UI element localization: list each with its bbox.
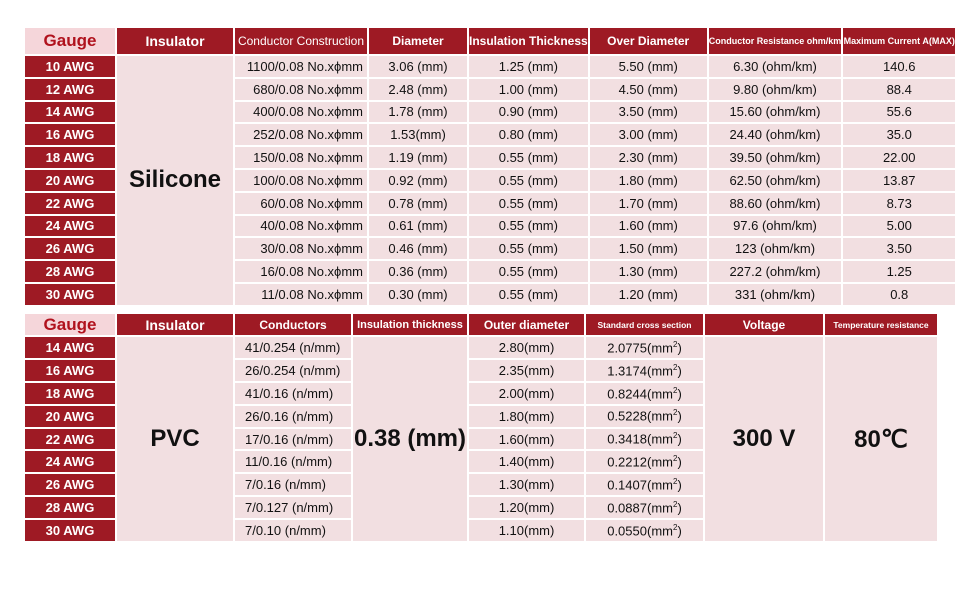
cross-section-unit: (mm xyxy=(646,500,673,516)
cross-section-value: 2.0775 xyxy=(607,340,647,356)
conductor-construction-cell: 16/0.08 No.xϕmm xyxy=(235,261,367,282)
header-diameter: Diameter xyxy=(369,28,467,54)
cross-section-unit: (mm xyxy=(646,340,673,356)
conductor-resistance-cell: 97.6 (ohm/km) xyxy=(709,216,842,237)
conductor-resistance-cell: 24.40 (ohm/km) xyxy=(709,124,842,145)
cross-section-cell xyxy=(586,383,703,404)
outer-diameter-cell: 1.80(mm) xyxy=(469,406,584,427)
pvc-header-row xyxy=(25,314,937,335)
cross-section-value: 0.8244 xyxy=(607,385,647,401)
over-diameter-cell: 1.20 (mm) xyxy=(590,284,707,305)
gauge-cell: 26 AWG xyxy=(25,238,115,259)
diameter-cell: 0.92 (mm) xyxy=(369,170,467,191)
cross-section-unit: (mm xyxy=(646,477,673,493)
gauge-cell: 30 AWG xyxy=(25,284,115,305)
header-voltage: Voltage xyxy=(705,314,823,335)
conductor-resistance-cell: 9.80 (ohm/km) xyxy=(709,79,842,100)
cross-section-exponent: 2 xyxy=(672,477,678,487)
gauge-cell: 14 AWG xyxy=(25,102,115,123)
cross-section-value: 0.1407 xyxy=(607,477,647,493)
insulator-silicone: Silicone xyxy=(117,56,233,305)
conductor-resistance-cell: 227.2 (ohm/km) xyxy=(709,261,842,282)
gauge-cell: 28 AWG xyxy=(25,497,115,518)
maximum-current-cell: 3.50 xyxy=(843,238,955,259)
conductor-resistance-cell: 39.50 (ohm/km) xyxy=(709,147,842,168)
conductor-construction-cell: 1100/0.08 No.xϕmm xyxy=(235,56,367,77)
cross-section-exponent: 2 xyxy=(672,339,678,349)
cross-section-cell xyxy=(586,360,703,381)
cross-section-cell xyxy=(586,429,703,450)
cross-section-cell xyxy=(586,497,703,518)
cross-section-value: 0.0887 xyxy=(607,500,647,516)
header-conductors: Conductors xyxy=(235,314,351,335)
gauge-cell: 10 AWG xyxy=(25,56,115,77)
conductors-cell: 7/0.16 (n/mm) xyxy=(235,474,351,495)
over-diameter-cell: 1.80 (mm) xyxy=(590,170,707,191)
outer-diameter-cell: 2.80(mm) xyxy=(469,337,584,358)
gauge-cell: 14 AWG xyxy=(25,337,115,358)
header-conductor-resistance: Conductor Resistance ohm/km xyxy=(709,28,842,54)
conductor-construction-cell: 252/0.08 No.xϕmm xyxy=(235,124,367,145)
header-insulation-thickness: Insulation thickness xyxy=(353,314,467,335)
outer-diameter-cell: 1.20(mm) xyxy=(469,497,584,518)
outer-diameter-cell: 1.60(mm) xyxy=(469,429,584,450)
diameter-cell: 0.36 (mm) xyxy=(369,261,467,282)
insulation-thickness-cell: 0.55 (mm) xyxy=(469,170,588,191)
cross-section-close: ) xyxy=(677,385,682,401)
header-insulator: Insulator xyxy=(117,314,233,335)
cross-section-cell xyxy=(586,406,703,427)
over-diameter-cell: 1.30 (mm) xyxy=(590,261,707,282)
cross-section-exponent: 2 xyxy=(672,408,678,418)
header-insulator: Insulator xyxy=(117,28,233,54)
header-outer-diameter: Outer diameter xyxy=(469,314,584,335)
cross-section-unit: (mm xyxy=(646,385,673,401)
cross-section-unit: (mm xyxy=(646,363,673,378)
maximum-current-cell: 5.00 xyxy=(843,216,955,237)
diameter-cell: 1.78 (mm) xyxy=(369,102,467,123)
conductors-cell: 11/0.16 (n/mm) xyxy=(235,451,351,472)
maximum-current-cell: 8.73 xyxy=(843,193,955,214)
over-diameter-cell: 1.50 (mm) xyxy=(590,238,707,259)
cross-section-value: 0.3418 xyxy=(607,431,647,447)
conductor-construction-cell: 100/0.08 No.xϕmm xyxy=(235,170,367,191)
conductor-resistance-cell: 62.50 (ohm/km) xyxy=(709,170,842,191)
temperature-value: 80℃ xyxy=(825,337,937,541)
conductors-cell: 41/0.16 (n/mm) xyxy=(235,383,351,404)
outer-diameter-cell: 1.30(mm) xyxy=(469,474,584,495)
pvc-spec-table xyxy=(23,312,939,543)
cross-section-unit: (mm xyxy=(646,454,673,470)
cross-section-unit: (mm xyxy=(646,431,673,447)
gauge-cell: 24 AWG xyxy=(25,216,115,237)
insulation-thickness-cell: 0.55 (mm) xyxy=(469,284,588,305)
cross-section-close: ) xyxy=(677,523,682,539)
cross-section-unit: (mm xyxy=(646,523,673,539)
maximum-current-cell: 13.87 xyxy=(843,170,955,191)
conductors-cell: 7/0.10 (n/mm) xyxy=(235,520,351,541)
insulation-thickness-cell: 0.55 (mm) xyxy=(469,238,588,259)
header-insulation-thickness: Insulation Thickness xyxy=(469,28,588,54)
cross-section-value: 0.2212 xyxy=(607,454,647,470)
conductor-resistance-cell: 123 (ohm/km) xyxy=(709,238,842,259)
conductors-cell: 26/0.16 (n/mm) xyxy=(235,406,351,427)
diameter-cell: 0.78 (mm) xyxy=(369,193,467,214)
conductor-resistance-cell: 15.60 (ohm/km) xyxy=(709,102,842,123)
insulation-thickness-cell: 1.00 (mm) xyxy=(469,79,588,100)
header-standard-cross-section: Standard cross section xyxy=(586,314,703,335)
over-diameter-cell: 3.00 (mm) xyxy=(590,124,707,145)
over-diameter-cell: 1.60 (mm) xyxy=(590,216,707,237)
header-over-diameter: Over Diameter xyxy=(590,28,707,54)
conductor-resistance-cell: 331 (ohm/km) xyxy=(709,284,842,305)
gauge-cell: 18 AWG xyxy=(25,383,115,404)
conductor-resistance-cell: 88.60 (ohm/km) xyxy=(709,193,842,214)
gauge-cell: 28 AWG xyxy=(25,261,115,282)
header-gauge: Gauge xyxy=(25,28,115,54)
conductor-construction-cell: 680/0.08 No.xϕmm xyxy=(235,79,367,100)
cross-section-close: ) xyxy=(677,340,682,356)
voltage-value: 300 V xyxy=(705,337,823,541)
cross-section-exponent: 2 xyxy=(672,385,678,395)
cross-section-value: 0.0550 xyxy=(607,523,647,539)
conductor-construction-cell: 11/0.08 No.xϕmm xyxy=(235,284,367,305)
diameter-cell: 0.61 (mm) xyxy=(369,216,467,237)
gauge-cell: 22 AWG xyxy=(25,429,115,450)
diameter-cell: 2.48 (mm) xyxy=(369,79,467,100)
outer-diameter-cell: 1.40(mm) xyxy=(469,451,584,472)
insulation-thickness-cell: 0.80 (mm) xyxy=(469,124,588,145)
conductor-construction-cell: 150/0.08 No.xϕmm xyxy=(235,147,367,168)
maximum-current-cell: 35.0 xyxy=(843,124,955,145)
header-maximum-current: Maximum Current A(MAX) xyxy=(843,28,955,54)
cross-section-close: ) xyxy=(677,500,682,516)
cross-section-close: ) xyxy=(677,363,682,378)
cross-section-exponent: 2 xyxy=(672,431,678,441)
outer-diameter-cell: 2.35(mm) xyxy=(469,360,584,381)
silicone-header-row xyxy=(25,28,955,54)
cross-section-cell xyxy=(586,520,703,541)
insulation-thickness-cell: 0.55 (mm) xyxy=(469,216,588,237)
cross-section-unit: (mm xyxy=(646,408,673,424)
cross-section-close: ) xyxy=(677,431,682,447)
conductor-construction-cell: 30/0.08 No.xϕmm xyxy=(235,238,367,259)
insulation-thickness-cell: 0.90 (mm) xyxy=(469,102,588,123)
conductors-cell: 26/0.254 (n/mm) xyxy=(235,360,351,381)
maximum-current-cell: 140.6 xyxy=(843,56,955,77)
insulation-thickness-cell: 0.55 (mm) xyxy=(469,193,588,214)
cross-section-exponent: 2 xyxy=(672,362,678,372)
over-diameter-cell: 3.50 (mm) xyxy=(590,102,707,123)
gauge-cell: 30 AWG xyxy=(25,520,115,541)
cross-section-exponent: 2 xyxy=(672,500,678,510)
table-row xyxy=(25,56,955,77)
gauge-cell: 24 AWG xyxy=(25,451,115,472)
diameter-cell: 1.53(mm) xyxy=(369,124,467,145)
insulation-thickness-cell: 1.25 (mm) xyxy=(469,56,588,77)
cross-section-exponent: 2 xyxy=(672,454,678,464)
diameter-cell: 0.30 (mm) xyxy=(369,284,467,305)
header-gauge: Gauge xyxy=(25,314,115,335)
over-diameter-cell: 5.50 (mm) xyxy=(590,56,707,77)
cross-section-cell xyxy=(586,474,703,495)
cross-section-value: 1.3174 xyxy=(607,363,647,378)
gauge-cell: 16 AWG xyxy=(25,124,115,145)
conductor-construction-cell: 400/0.08 No.xϕmm xyxy=(235,102,367,123)
cross-section-exponent: 2 xyxy=(672,522,678,532)
over-diameter-cell: 1.70 (mm) xyxy=(590,193,707,214)
cross-section-cell xyxy=(586,337,703,358)
cross-section-close: ) xyxy=(677,454,682,470)
diameter-cell: 0.46 (mm) xyxy=(369,238,467,259)
cross-section-close: ) xyxy=(677,477,682,493)
gauge-cell: 12 AWG xyxy=(25,79,115,100)
silicone-spec-table xyxy=(23,26,957,307)
over-diameter-cell: 2.30 (mm) xyxy=(590,147,707,168)
cross-section-close: ) xyxy=(677,408,682,424)
insulation-thickness-cell: 0.55 (mm) xyxy=(469,147,588,168)
maximum-current-cell: 55.6 xyxy=(843,102,955,123)
conductors-cell: 17/0.16 (n/mm) xyxy=(235,429,351,450)
cross-section-value: 0.5228 xyxy=(607,408,647,424)
header-temperature-resistance: Temperature resistance xyxy=(825,314,937,335)
over-diameter-cell: 4.50 (mm) xyxy=(590,79,707,100)
diameter-cell: 1.19 (mm) xyxy=(369,147,467,168)
conductors-cell: 7/0.127 (n/mm) xyxy=(235,497,351,518)
insulation-thickness-value: 0.38 (mm) xyxy=(353,337,467,541)
maximum-current-cell: 0.8 xyxy=(843,284,955,305)
gauge-cell: 20 AWG xyxy=(25,170,115,191)
insulation-thickness-cell: 0.55 (mm) xyxy=(469,261,588,282)
conductors-cell: 41/0.254 (n/mm) xyxy=(235,337,351,358)
gauge-cell: 26 AWG xyxy=(25,474,115,495)
insulator-pvc: PVC xyxy=(117,337,233,541)
conductor-construction-cell: 40/0.08 No.xϕmm xyxy=(235,216,367,237)
gauge-cell: 18 AWG xyxy=(25,147,115,168)
maximum-current-cell: 22.00 xyxy=(843,147,955,168)
gauge-cell: 22 AWG xyxy=(25,193,115,214)
header-conductor-construction: Conductor Construction xyxy=(235,28,367,54)
gauge-cell: 20 AWG xyxy=(25,406,115,427)
table-row xyxy=(25,337,937,358)
conductor-construction-cell: 60/0.08 No.xϕmm xyxy=(235,193,367,214)
conductor-resistance-cell: 6.30 (ohm/km) xyxy=(709,56,842,77)
diameter-cell: 3.06 (mm) xyxy=(369,56,467,77)
maximum-current-cell: 1.25 xyxy=(843,261,955,282)
outer-diameter-cell: 2.00(mm) xyxy=(469,383,584,404)
maximum-current-cell: 88.4 xyxy=(843,79,955,100)
gauge-cell: 16 AWG xyxy=(25,360,115,381)
outer-diameter-cell: 1.10(mm) xyxy=(469,520,584,541)
cross-section-cell xyxy=(586,451,703,472)
